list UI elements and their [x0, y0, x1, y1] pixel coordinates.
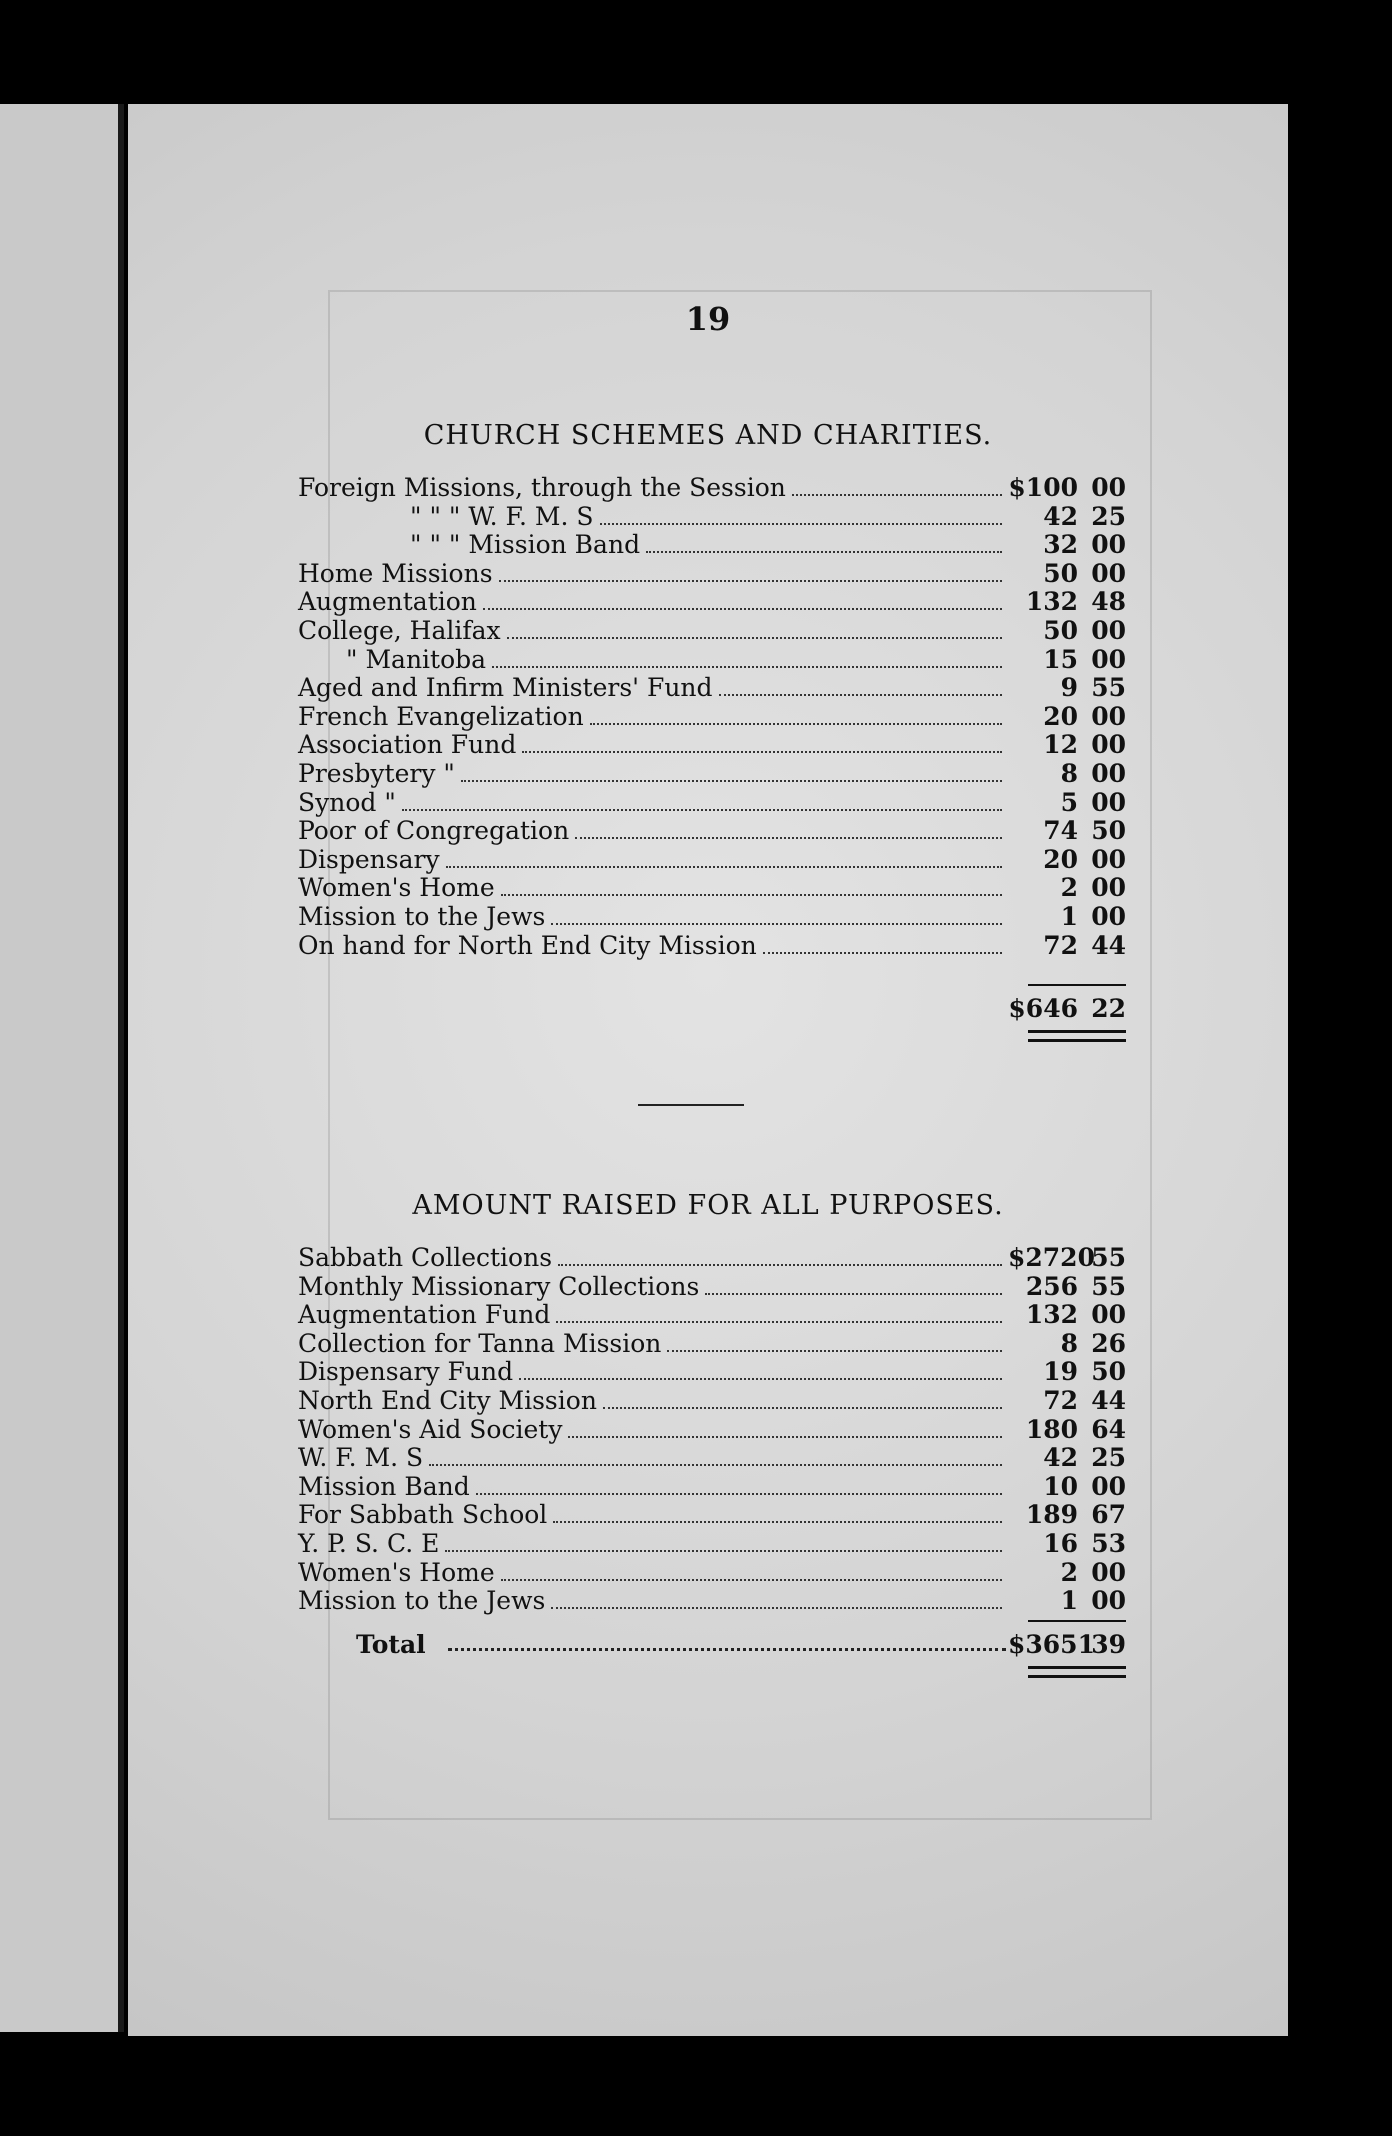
row-dollars: 5	[1060, 787, 1078, 817]
row-label: On hand for North End City Mission	[298, 930, 757, 960]
table-row	[298, 1444, 1126, 1473]
row-label: Women's Aid Society	[298, 1414, 563, 1444]
row-dollars: 50	[1043, 558, 1078, 588]
row-dollars: 2	[1060, 1557, 1078, 1587]
total-label: Total	[356, 1630, 426, 1659]
row-dollars: 42	[1043, 1443, 1078, 1473]
church-schemes-table	[298, 474, 1126, 960]
row-cents: 00	[1091, 1300, 1126, 1330]
leader-dots	[507, 619, 1002, 639]
row-label: Women's Home	[298, 873, 495, 903]
table-row	[298, 1358, 1126, 1387]
row-label: Foreign Missions, through the Session	[298, 473, 786, 502]
row-dollars: 12	[1043, 730, 1078, 760]
leader-dots	[501, 1561, 1002, 1581]
table-row	[298, 1530, 1126, 1559]
row-label: French Evangelization	[298, 701, 584, 731]
row-label: " " " W. F. M. S	[410, 501, 594, 531]
row-dollars: 8	[1060, 1328, 1078, 1358]
table-row	[298, 646, 1126, 675]
leader-dots	[499, 562, 1002, 582]
leader-dots	[556, 1303, 1002, 1323]
row-label: Women's Home	[298, 1557, 495, 1587]
row-dollars: 180	[1025, 1414, 1078, 1444]
facing-page-edge	[0, 104, 124, 2032]
grand-total-dollars: $3651	[1008, 1630, 1095, 1659]
row-dollars: 10	[1043, 1471, 1078, 1501]
row-dollars: 16	[1043, 1528, 1078, 1558]
row-label: Poor of Congregation	[298, 816, 570, 846]
row-label: Collection for Tanna Mission	[298, 1328, 662, 1358]
total-leader-dots	[448, 1630, 1006, 1651]
row-cents: 25	[1091, 1443, 1126, 1473]
row-label: Mission Band	[298, 1471, 470, 1501]
section-divider	[638, 1104, 744, 1106]
document-page	[128, 104, 1288, 2036]
leader-dots	[446, 848, 1002, 868]
grand-total-amount	[1008, 1630, 1126, 1659]
row-dollars: 20	[1043, 844, 1078, 874]
row-label: W. F. M. S	[298, 1443, 424, 1473]
leader-dots	[551, 1589, 1002, 1609]
table-row	[298, 1330, 1126, 1359]
row-label: Home Missions	[298, 558, 493, 588]
leader-dots	[558, 1246, 1002, 1266]
row-label: Augmentation Fund	[298, 1300, 551, 1330]
row-label: " Manitoba	[346, 644, 487, 674]
row-dollars: 2	[1060, 873, 1078, 903]
leader-dots	[603, 1389, 1002, 1409]
leader-dots	[445, 1532, 1002, 1552]
table-row	[298, 1473, 1126, 1502]
leader-dots	[551, 905, 1002, 925]
table-row	[298, 503, 1126, 532]
row-dollars: $100	[1008, 473, 1078, 502]
table-row	[298, 617, 1126, 646]
table-row	[298, 1244, 1126, 1273]
leader-dots	[402, 791, 1002, 811]
row-cents: 48	[1091, 587, 1126, 617]
leader-dots	[667, 1332, 1002, 1352]
leader-dots	[568, 1418, 1002, 1438]
table-row	[298, 703, 1126, 732]
table-row	[298, 1273, 1126, 1302]
row-label: Dispensary Fund	[298, 1357, 514, 1387]
table-row	[298, 474, 1126, 503]
row-cents: 64	[1091, 1414, 1126, 1444]
row-cents: 00	[1091, 615, 1126, 645]
row-cents: 00	[1091, 873, 1126, 903]
table-row	[298, 1301, 1126, 1330]
row-label: Mission to the Jews	[298, 1586, 546, 1616]
table-row	[298, 674, 1126, 703]
grand-total-double-rule	[1028, 1666, 1126, 1678]
table-row	[298, 1387, 1126, 1416]
leader-dots	[553, 1503, 1002, 1523]
row-dollars: 189	[1025, 1500, 1078, 1530]
row-cents: 00	[1091, 1471, 1126, 1501]
leader-dots	[492, 648, 1002, 668]
row-cents: 55	[1091, 1271, 1126, 1301]
section-title-amount-raised: AMOUNT RAISED FOR ALL PURPOSES.	[412, 1190, 1004, 1221]
row-label: Presbytery "	[298, 758, 455, 788]
row-dollars: 8	[1060, 758, 1078, 788]
row-label: Y. P. S. C. E	[298, 1528, 440, 1558]
grand-total-rule	[1028, 1620, 1126, 1622]
amount-raised-table	[298, 1244, 1126, 1616]
row-dollars: 1	[1060, 901, 1078, 931]
row-cents: 55	[1091, 673, 1126, 703]
total-dollars: $646	[1008, 994, 1078, 1023]
leader-dots	[483, 590, 1002, 610]
row-dollars: 19	[1043, 1357, 1078, 1387]
row-label: North End City Mission	[298, 1385, 597, 1415]
table-row	[298, 1501, 1126, 1530]
row-label: Aged and Infirm Ministers' Fund	[298, 673, 713, 703]
row-dollars: 32	[1043, 530, 1078, 560]
leader-dots	[461, 762, 1002, 782]
row-label: For Sabbath School	[298, 1500, 548, 1530]
table-row	[298, 1587, 1126, 1616]
row-label: Dispensary	[298, 844, 440, 874]
leader-dots	[501, 876, 1002, 896]
leader-dots	[705, 1275, 1002, 1295]
subtotal-rule	[1028, 984, 1126, 986]
total-amount	[1008, 994, 1126, 1023]
row-cents: 00	[1091, 701, 1126, 731]
row-dollars: $2720	[1008, 1243, 1095, 1272]
table-row	[298, 1559, 1126, 1588]
row-label: Mission to the Jews	[298, 901, 546, 931]
table-row	[298, 560, 1126, 589]
table-row	[298, 874, 1126, 903]
row-dollars: 132	[1025, 1300, 1078, 1330]
row-cents: 50	[1091, 816, 1126, 846]
total-cents: 22	[1091, 994, 1126, 1023]
row-cents: 53	[1091, 1528, 1126, 1558]
row-cents: 50	[1091, 1357, 1126, 1387]
row-dollars: 9	[1060, 673, 1078, 703]
row-dollars: 20	[1043, 701, 1078, 731]
leader-dots	[476, 1475, 1002, 1495]
row-dollars: 72	[1043, 930, 1078, 960]
section-title-church-schemes: CHURCH SCHEMES AND CHARITIES.	[423, 420, 993, 451]
row-cents: 67	[1091, 1500, 1126, 1530]
row-label: " " " Mission Band	[410, 530, 641, 560]
row-cents: 25	[1091, 501, 1126, 531]
row-cents: 00	[1091, 473, 1126, 502]
row-cents: 00	[1091, 730, 1126, 760]
row-label: College, Halifax	[298, 615, 501, 645]
leader-dots	[590, 705, 1002, 725]
leader-dots	[429, 1446, 1002, 1466]
row-cents: 00	[1091, 901, 1126, 931]
leader-dots	[522, 733, 1002, 753]
row-dollars: 1	[1060, 1586, 1078, 1616]
table-row	[298, 731, 1126, 760]
grand-total-cents: 39	[1091, 1630, 1126, 1659]
table-row	[298, 760, 1126, 789]
row-label: Augmentation	[298, 587, 477, 617]
table-row	[298, 588, 1126, 617]
row-cents: 44	[1091, 930, 1126, 960]
row-cents: 00	[1091, 844, 1126, 874]
table-row	[298, 1416, 1126, 1445]
page-number: 19	[685, 300, 731, 338]
row-dollars: 42	[1043, 501, 1078, 531]
row-label: Association Fund	[298, 730, 517, 760]
row-cents: 26	[1091, 1328, 1126, 1358]
row-cents: 00	[1091, 558, 1126, 588]
total-double-rule	[1028, 1030, 1126, 1042]
row-cents: 00	[1091, 530, 1126, 560]
table-row	[298, 531, 1126, 560]
row-dollars: 72	[1043, 1385, 1078, 1415]
row-dollars: 132	[1025, 587, 1078, 617]
row-label: Monthly Missionary Collections	[298, 1271, 700, 1301]
table-row	[298, 846, 1126, 875]
row-label: Synod "	[298, 787, 396, 817]
row-cents: 55	[1091, 1243, 1126, 1272]
leader-dots	[719, 676, 1002, 696]
table-row	[298, 903, 1126, 932]
row-dollars: 256	[1025, 1271, 1078, 1301]
row-cents: 44	[1091, 1385, 1126, 1415]
book-spine	[118, 104, 124, 2032]
row-dollars: 15	[1043, 644, 1078, 674]
leader-dots	[600, 505, 1002, 525]
row-cents: 00	[1091, 1586, 1126, 1616]
leader-dots	[763, 934, 1002, 954]
leader-dots	[519, 1360, 1002, 1380]
row-cents: 00	[1091, 644, 1126, 674]
row-dollars: 50	[1043, 615, 1078, 645]
leader-dots	[792, 476, 1002, 496]
leader-dots	[575, 819, 1002, 839]
row-cents: 00	[1091, 787, 1126, 817]
row-cents: 00	[1091, 758, 1126, 788]
leader-dots	[646, 533, 1002, 553]
row-dollars: 74	[1043, 816, 1078, 846]
table-row	[298, 789, 1126, 818]
row-label: Sabbath Collections	[298, 1243, 553, 1272]
row-cents: 00	[1091, 1557, 1126, 1587]
table-row	[298, 817, 1126, 846]
table-row	[298, 932, 1126, 961]
